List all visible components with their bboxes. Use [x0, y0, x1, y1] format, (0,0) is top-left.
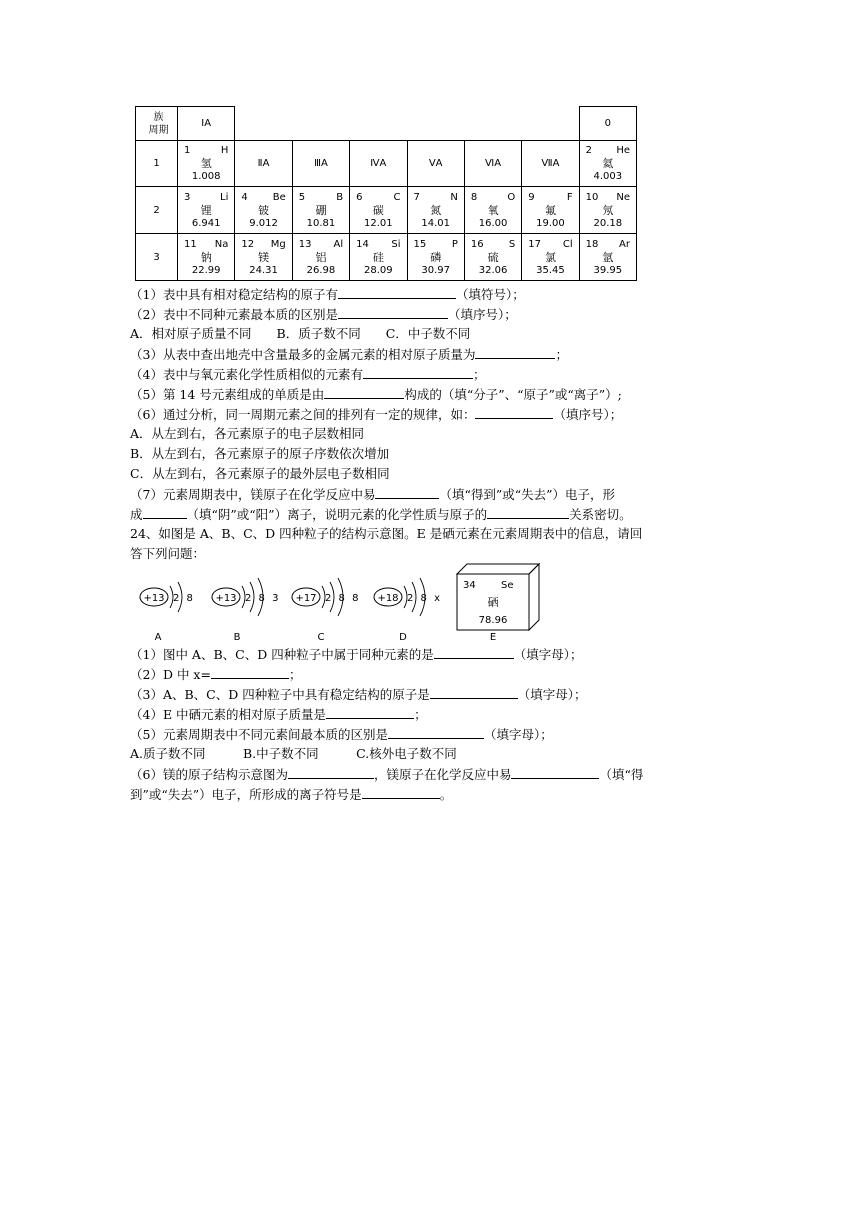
diagram-label: B [233, 632, 241, 643]
atomic-number: 9 [528, 191, 535, 203]
cube-side-face [529, 564, 539, 630]
element-symbol: B [336, 191, 344, 203]
atom-diagram-d [374, 578, 442, 643]
table-corner-header [136, 107, 178, 141]
question-text: （填序号）； [447, 307, 517, 322]
answer-blank[interactable] [487, 504, 569, 519]
question-text: ； [472, 367, 486, 382]
q24-line-7 [130, 764, 730, 785]
q23-line-12 [130, 504, 730, 525]
atomic-number: 1 [184, 145, 191, 156]
nucleus-charge: +13 [215, 593, 237, 604]
atomic-mass: 14.01 [421, 217, 450, 229]
element-symbol: F [566, 191, 573, 203]
q24-intro-1: 24、如图是 A、B、C、D 四种粒子的结构示意图。E 是硒元素在元素周期表中的信息，请回 [130, 526, 643, 541]
question-text: 。 [439, 787, 453, 802]
element-name: 铝 [315, 250, 327, 264]
element-symbol: H [220, 145, 229, 156]
question-text: （填符号）； [455, 287, 525, 302]
q23-line-9: B．从左到右，各元素原子的原子序数依次增加 [130, 446, 390, 461]
atomic-number: 5 [298, 191, 306, 203]
element-cell-al [292, 234, 349, 281]
element-name: 氯 [544, 250, 556, 264]
atomic-mass: 1.008 [191, 171, 221, 182]
question-text: （填“得 [599, 767, 644, 782]
atom-diagram-a [140, 582, 195, 643]
element-symbol: Ne [616, 191, 630, 203]
question-text: （6）镁的原子结构示意图为 [130, 767, 288, 782]
element-cell-he [579, 141, 636, 187]
period-label: 2 [136, 187, 178, 234]
element-name: 钠 [200, 250, 212, 264]
element-symbol: Be [272, 191, 286, 203]
atomic-number: 16 [470, 238, 484, 250]
element-symbol: Cl [562, 238, 573, 250]
nucleus-charge: +13 [143, 593, 165, 604]
question-text: ； [288, 667, 302, 682]
element-symbol: C [393, 191, 401, 203]
atomic-mass: 6.941 [191, 217, 221, 229]
q23-line-3: A．相对原子质量不同 B．质子数不同 C．中子数不同 [130, 326, 471, 341]
element-cell-be [235, 187, 292, 234]
atom-structure-diagrams [135, 562, 555, 646]
answer-blank[interactable] [388, 724, 484, 739]
element-cell-b [292, 187, 349, 234]
atomic-mass: 39.95 [593, 264, 623, 276]
answer-blank[interactable] [434, 644, 514, 659]
diagram-label: C [317, 632, 325, 643]
atomic-mass: 26.98 [306, 264, 336, 276]
question-text: （4）表中与氧元素化学性质相似的元素有 [130, 367, 363, 382]
diagram-label: E [489, 632, 497, 643]
electron-counts: 2 8 [173, 593, 195, 604]
answer-blank[interactable] [338, 284, 456, 299]
atomic-number: 8 [470, 191, 478, 203]
period-label: 1 [136, 141, 178, 187]
question-text: （5）元素周期表中不同元素间最本质的区别是 [130, 727, 388, 742]
element-symbol: Na [214, 238, 229, 250]
atomic-number: 13 [298, 238, 312, 250]
element-cell-h [178, 141, 235, 187]
answer-blank[interactable] [143, 504, 187, 519]
element-symbol: Ar [619, 238, 630, 250]
electron-counts: 2 8 x [407, 593, 442, 604]
question-text: （填字母）； [483, 727, 553, 742]
atomic-number: 17 [528, 238, 541, 250]
nucleus-charge: +18 [377, 593, 399, 604]
element-cell-p [407, 234, 464, 281]
atomic-number: 4 [241, 191, 248, 203]
atomic-mass: 19.00 [536, 217, 565, 229]
group-header: ⅤA [407, 141, 464, 187]
element-cell-s [464, 234, 521, 281]
element-cube-se [457, 564, 539, 643]
answer-blank[interactable] [430, 684, 518, 699]
element-name: 氮 [430, 203, 442, 217]
atomic-mass: 10.81 [306, 217, 336, 229]
atomic-mass: 20.18 [593, 217, 623, 229]
element-name: 铍 [258, 203, 270, 217]
atomic-number: 7 [413, 191, 420, 203]
group-zero-header: 0 [579, 107, 636, 141]
q23-line-4 [130, 344, 730, 365]
atomic-mass: 16.00 [478, 217, 508, 229]
q24-line-5 [130, 724, 730, 745]
question-text: （填字母）； [513, 647, 583, 662]
q23-line-2 [130, 304, 730, 325]
atomic-number: 15 [413, 238, 427, 250]
question-text: （填“得到”或“失去”）电子，形 [439, 487, 616, 502]
atomic-mass: 32.06 [478, 264, 508, 276]
q24-line-3 [130, 684, 730, 705]
element-name: 氖 [602, 203, 614, 217]
answer-blank[interactable] [324, 384, 404, 399]
q24-line-2 [130, 664, 730, 685]
atomic-mass: 78.96 [478, 615, 508, 626]
element-symbol: P [451, 238, 458, 250]
element-name: 氢 [200, 157, 212, 170]
atomic-mass: 35.45 [536, 264, 565, 276]
question-text: （1）表中具有相对稳定结构的原子有 [130, 287, 338, 302]
element-cell-na [178, 234, 235, 281]
diagram-label: D [399, 632, 407, 643]
atomic-number: 14 [356, 238, 369, 250]
element-symbol: Al [333, 238, 344, 250]
q24-line-4 [130, 704, 730, 725]
group-header: ⅦA [522, 141, 579, 187]
answer-blank[interactable] [511, 764, 599, 779]
element-symbol: O [507, 191, 516, 203]
table-gap [235, 107, 579, 141]
question-text: 关系密切。 [569, 507, 632, 522]
element-name: 硅 [372, 250, 384, 264]
answer-blank[interactable] [288, 764, 374, 779]
atomic-mass: 28.09 [363, 264, 393, 276]
q23-line-8: A．从左到右，各元素原子的电子层数相同 [130, 426, 365, 441]
element-symbol: Si [391, 238, 401, 250]
element-symbol: Se [501, 580, 514, 591]
element-cell-si [350, 234, 407, 281]
periodic-table [135, 106, 637, 280]
atomic-number: 18 [585, 238, 599, 250]
question-text: 构成的（填“分子”、“原子”或“离子”）; [404, 387, 622, 402]
corner-period-label: 周期 [148, 124, 169, 136]
element-cell-f [522, 187, 579, 234]
atomic-mass: 22.99 [191, 264, 221, 276]
element-name: 碳 [372, 203, 384, 217]
answer-blank[interactable] [363, 364, 473, 379]
group-ia-header: IA [178, 107, 235, 141]
question-text: （2）D 中 x= [130, 667, 211, 682]
question-text: （5）第 14 号元素组成的单质是由 [130, 387, 325, 402]
element-cell-li [178, 187, 235, 234]
element-cell-n [407, 187, 464, 234]
element-cell-o [464, 187, 521, 234]
element-name: 磷 [430, 250, 442, 264]
element-cell-ne [579, 187, 636, 234]
answer-blank[interactable] [362, 784, 440, 799]
question-text: （7）元素周期表中，镁原子在化学反应中易 [130, 487, 376, 502]
period-label: 3 [136, 234, 178, 281]
element-name: 氧 [487, 203, 499, 217]
question-text: （4）E 中硒元素的相对原子质量是 [130, 707, 327, 722]
q24-intro-2: 答下列问题： [130, 546, 206, 561]
atom-diagram-c [292, 578, 360, 643]
q24-line-6: A.质子数不同 B.中子数不同 C.核外电子数不同 [130, 746, 457, 761]
atomic-number: 6 [356, 191, 363, 203]
group-header: ⅢA [292, 141, 349, 187]
element-symbol: N [450, 191, 458, 203]
atomic-number: 11 [184, 238, 197, 250]
atomic-mass: 9.012 [249, 217, 278, 229]
question-text: （6）通过分析，同一周期元素之间的排列有一定的规律，如： [130, 407, 476, 422]
atomic-mass: 4.003 [593, 171, 623, 182]
question-text: 成 [130, 507, 143, 522]
atomic-mass: 30.97 [421, 264, 450, 276]
element-cell-c [350, 187, 407, 234]
question-text: ； [555, 347, 568, 362]
element-name: 锂 [200, 203, 212, 217]
element-cell-ar [579, 234, 636, 281]
q23-line-6 [130, 384, 730, 405]
element-symbol: Li [220, 191, 229, 203]
q24-line-8 [130, 784, 730, 805]
element-symbol: He [616, 145, 630, 156]
atomic-number: 10 [585, 191, 599, 203]
group-header: ⅡA [235, 141, 292, 187]
element-symbol: Mg [270, 238, 286, 250]
electron-counts: 2 8 8 [325, 593, 361, 604]
atomic-number: 2 [585, 145, 592, 156]
question-text: （填“阴”或“阳”）离子，说明元素的化学性质与原子的 [186, 507, 488, 522]
atomic-number: 12 [241, 238, 255, 250]
question-text: （1）图中 A、B、C、D 四种粒子中属于同种元素的是 [130, 647, 434, 662]
question-text: ，镁原子在化学反应中易 [373, 767, 512, 782]
element-name: 氟 [544, 203, 556, 217]
q23-line-11 [130, 484, 730, 505]
element-cell-cl [522, 234, 579, 281]
atomic-number: 34 [463, 580, 476, 591]
element-name: 镁 [258, 250, 270, 264]
answer-blank[interactable] [375, 484, 439, 499]
element-symbol: S [508, 238, 516, 250]
answer-blank[interactable] [211, 664, 289, 679]
question-text: ； [414, 707, 427, 722]
group-header: ⅣA [350, 141, 407, 187]
q24-line-1 [130, 644, 730, 665]
question-text: （填字母）； [517, 687, 587, 702]
answer-blank[interactable] [475, 344, 555, 359]
element-name: 氦 [602, 157, 614, 170]
question-text: （3）A、B、C、D 四种粒子中具有稳定结构的原子是 [130, 687, 430, 702]
element-name: 硒 [487, 596, 499, 609]
group-header: ⅥA [464, 141, 521, 187]
atomic-mass: 24.31 [249, 264, 278, 276]
q23-line-5 [130, 364, 730, 385]
answer-blank[interactable] [475, 404, 553, 419]
answer-blank[interactable] [338, 304, 448, 319]
atom-diagram-b [212, 578, 280, 643]
q23-line-1 [130, 284, 730, 305]
electron-counts: 2 8 3 [245, 593, 281, 604]
question-text: （3）从表中查出地壳中含量最多的金属元素的相对原子质量为 [130, 347, 476, 362]
element-name: 硫 [487, 250, 499, 264]
cube-top-face [457, 564, 539, 574]
diagram-label: A [154, 632, 162, 643]
q23-line-10: C．从左到右，各元素原子的最外层电子数相同 [130, 466, 390, 481]
element-name: 氩 [602, 250, 614, 264]
element-cell-mg [235, 234, 292, 281]
atomic-number: 3 [184, 191, 191, 203]
element-name: 硼 [315, 203, 327, 217]
question-text: （填序号）； [553, 407, 623, 422]
nucleus-charge: +17 [295, 593, 317, 604]
q23-line-7 [130, 404, 730, 425]
question-text: （2）表中不同种元素最本质的区别是 [130, 307, 338, 322]
answer-blank[interactable] [326, 704, 414, 719]
corner-group-label: 族 [153, 111, 164, 123]
atomic-mass: 12.01 [363, 217, 393, 229]
question-text: 到”或“失去”）电子，所形成的离子符号是 [130, 787, 362, 802]
